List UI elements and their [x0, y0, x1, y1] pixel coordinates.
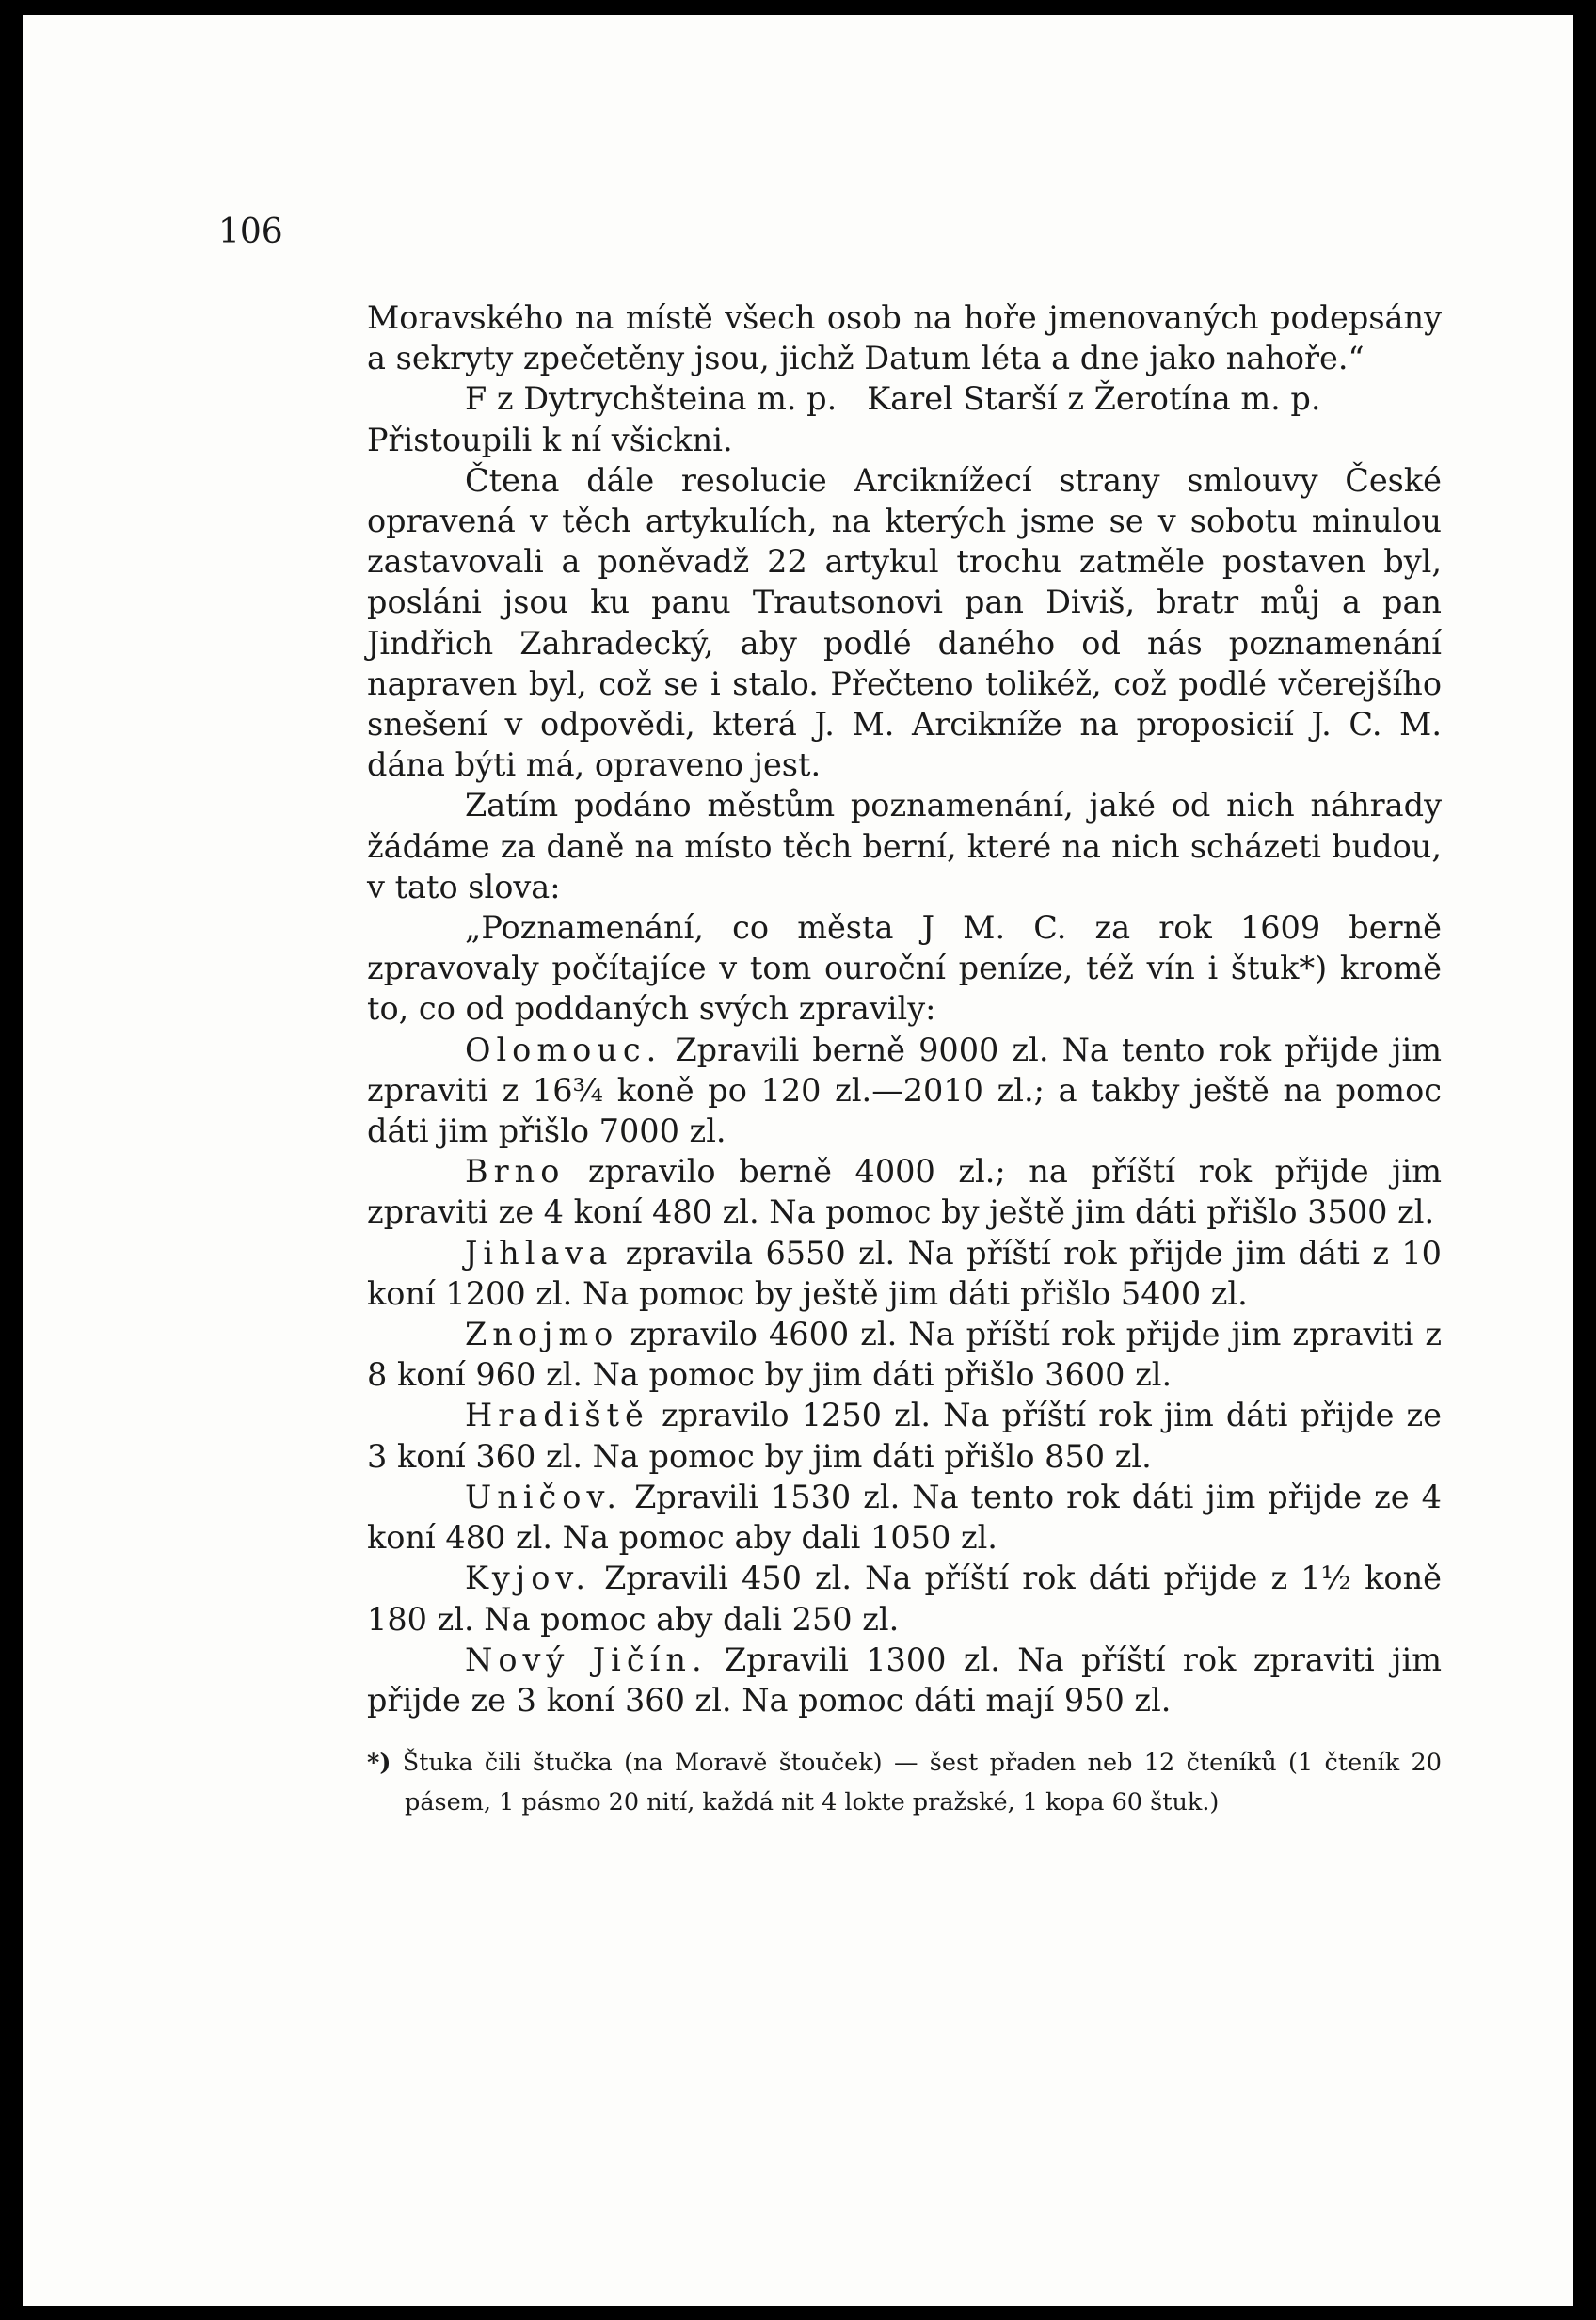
town-entry-text: Zpravili berně 9000 zl. Na tento rok přijde jim zpraviti z 16¾ koně po 120 zl.—2010 zl.; a takby ještě na pomoc dáti jim přišlo 7000 zl. — [367, 1031, 1442, 1150]
body-text — [367, 297, 1442, 1822]
town-entry-text: Zpravili 1530 zl. Na tento rok dáti jim přijde ze 4 koní 480 zl. Na pomoc aby dali 1050 zl. — [367, 1478, 1442, 1557]
town-entry — [367, 1151, 1442, 1232]
town-entry — [367, 1233, 1442, 1314]
town-entry — [367, 1477, 1442, 1558]
town-entry — [367, 1395, 1442, 1476]
town-name: Brno — [465, 1153, 566, 1191]
paragraph: Čtena dále resolucie Arciknížecí strany smlouvy České opravená v těch artykulích, na kterých jsme se v sobotu minulou zastavovali a poněvadž 22 artykul trochu zatměle postaven byl, posláni jsou ku panu Trautsonovi pan Diviš, bratr můj a pan Jindřich Zahradecký, aby podlé daného od nás poznamenání napraven byl, což se i stalo. Přečteno tolikéž, což podlé včerejšího snešení v odpovědi, která J. M. Arcikníže na proposicií J. C. M. dána býti má, opraveno jest. — [367, 461, 1442, 784]
town-name: Jihlava — [465, 1234, 614, 1272]
town-name: Olomouc. — [465, 1031, 662, 1068]
paragraph: Moravského na místě všech osob na hoře jmenovaných podepsány a sekryty zpečetěny jsou, jichž Datum léta a dne jako nahoře.“ — [367, 299, 1442, 377]
town-name: Uničov. — [465, 1478, 623, 1515]
town-entry-text: Zpravili 1300 zl. Na příští rok zpraviti jim přijde ze 3 koní 360 zl. Na pomoc dáti mají 950 zl. — [367, 1640, 1442, 1719]
footnote — [367, 1743, 1442, 1822]
town-entry — [367, 1558, 1442, 1639]
town-entry — [367, 1640, 1442, 1720]
town-entry — [367, 1030, 1442, 1152]
page-number: 106 — [218, 213, 283, 251]
town-name: Hradiště — [465, 1397, 649, 1434]
paragraph: „Poznamenání, co města J M. C. za rok 1609 berně zpravovaly počítajíce v tom ouroční peníze, též vín i štuk*) kromě to, co od poddaných svých zpravily: — [367, 909, 1442, 1028]
town-entry-text: zpravilo 1250 zl. Na příští rok jim dáti přijde ze 3 koní 360 zl. Na pomoc by jim dáti přišlo 850 zl. — [367, 1397, 1442, 1475]
town-entry-text: zpravilo berně 4000 zl.; na příští rok přijde jim zpraviti ze 4 koní 480 zl. Na pomoc by ještě jim dáti přišlo 3500 zl. — [367, 1153, 1442, 1231]
footnote-marker: *) — [367, 1749, 391, 1778]
town-entry-text: zpravila 6550 zl. Na příští rok přijde jim dáti z 10 koní 1200 zl. Na pomoc by ještě jim dáti přišlo 5400 zl. — [367, 1234, 1442, 1312]
town-entry — [367, 1314, 1442, 1395]
town-entry-text: Zpravili 450 zl. Na příští rok dáti přijde z 1½ koně 180 zl. Na pomoc aby dali 250 zl. — [367, 1560, 1442, 1638]
paragraph: Zatím podáno městům poznamenání, jaké od nich náhrady žádáme za daně na místo těch berní, které na nich scházeti budou, v tato slova: — [367, 787, 1442, 905]
town-name: Nový Jičín. — [465, 1640, 708, 1678]
town-name: Znojmo — [465, 1316, 619, 1353]
document-page — [23, 15, 1573, 2306]
paragraph: Přistoupili k ní všickni. — [367, 421, 733, 458]
town-entry-text: zpravilo 4600 zl. Na příští rok přijde jim zpraviti z 8 koní 960 zl. Na pomoc by jim dáti přišlo 3600 zl. — [367, 1316, 1442, 1394]
footnote-text: Štuka čili štučka (na Moravě štouček) — šest přaden neb 12 čteníků (1 čteník 20 pásem, 1 pásmo 20 nití, každá nit 4 lokte pražské, 1 kopa 60 štuk.) — [391, 1749, 1442, 1817]
town-name: Kyjov. — [465, 1560, 591, 1597]
signature-line: F z Dytrychšteina m. p. Karel Starší z Žerotína m. p. — [465, 380, 1321, 418]
